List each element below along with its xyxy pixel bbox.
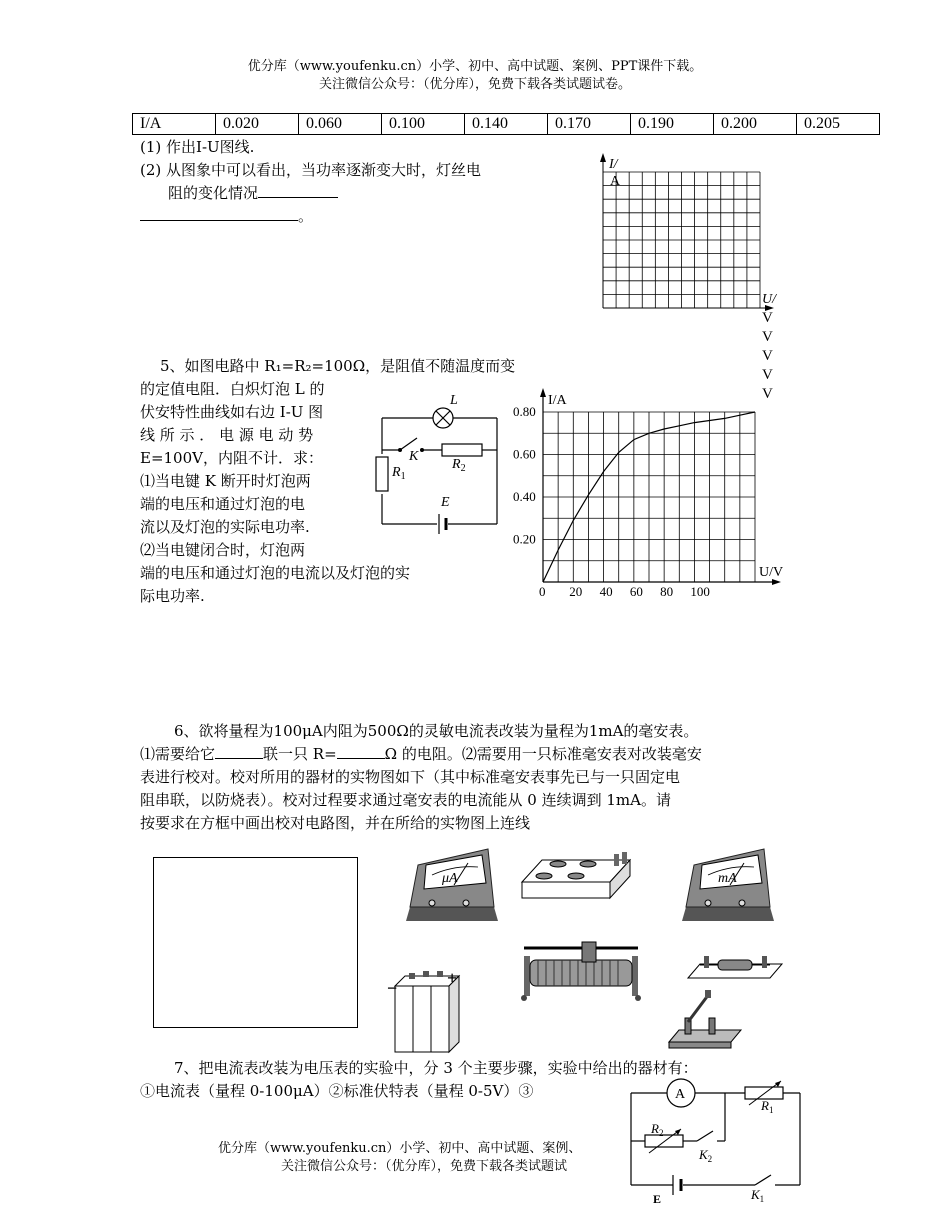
q5-line10: 端的电压和通过灯泡的电流以及灯泡的实: [140, 564, 411, 582]
switch-contact: [420, 448, 424, 452]
q4-end: 。: [298, 207, 314, 225]
v-unit: V: [762, 348, 773, 364]
q5-line9: ⑵当电键闭合时，灯泡两: [140, 541, 306, 559]
q4-part2-b: 阻的变化情况: [168, 184, 259, 202]
label-r1-sub: 1: [768, 1105, 774, 1115]
resistance-box-apparatus: [518, 850, 633, 905]
q4-part1: (1) 作出I-U图线.: [140, 138, 255, 156]
q5-line4: 线 所 示 ． 电 源 电 动 势: [140, 426, 314, 444]
v-unit: V: [762, 386, 773, 402]
battery-plus-label: +: [447, 968, 458, 988]
answer-blank: [337, 758, 385, 759]
ammeter-symbol: [667, 1079, 695, 1107]
knife-switch-apparatus: [665, 990, 745, 1050]
y-axis-arrow: [540, 388, 546, 397]
q7-line2: ①电流表（量程 0-100μA）②标准伏特表（量程 0-5V）③: [140, 1082, 534, 1100]
x-tick-label: 80: [660, 584, 674, 599]
grid-y-unit: A: [610, 174, 621, 189]
label-k1-sub: 1: [759, 1194, 765, 1204]
battery-pack-apparatus: [385, 968, 465, 1058]
y-tick-label: 0.40: [513, 489, 536, 504]
table-cell: 0.100: [382, 114, 465, 135]
y-axis-arrow: [600, 153, 606, 162]
q5-line2: 的定值电阻．白炽灯泡 L 的: [140, 380, 325, 398]
svg-text:R2: [451, 457, 466, 474]
q5-circuit-diagram: [372, 390, 512, 540]
grid-lines: [603, 156, 770, 308]
q6-line2-b: 联一只 R=: [263, 745, 337, 763]
q5-line7: 端的电压和通过灯泡的电: [140, 495, 306, 513]
table-cell: 0.140: [465, 114, 548, 135]
label-k2: K: [699, 1147, 708, 1162]
footer-line-1: 优分库（www.youfenku.cn）小学、初中、高中试题、案例、: [218, 1141, 582, 1156]
label-r1: R: [761, 1098, 769, 1113]
table-cell: 0.205: [797, 114, 880, 135]
table-cell: 0.190: [631, 114, 714, 135]
q7-line1: 7、把电流表改装为电压表的实验中，分 3 个主要步骤，实验中给出的器材有：: [174, 1059, 698, 1077]
q6-line4: 阻串联，以防烧表）。校对过程要求通过毫安表的电流能从 0 连续调到 1mA。请: [140, 791, 671, 809]
battery-symbol: [673, 1175, 681, 1195]
table-cell: 0.020: [216, 114, 299, 135]
q6-line5: 按要求在方框中画出校对电路图，并在所给的实物图上连线: [140, 814, 531, 832]
q5-line1: 5、如图电路中 R₁=R₂=100Ω，是阻值不随温度而变: [160, 357, 516, 375]
q6-line2-a: ⑴需要给它: [140, 745, 216, 763]
label-r2-sub: 2: [460, 463, 466, 474]
q5-line8: 流以及灯泡的实际电功率.: [140, 518, 310, 536]
answer-blank: [258, 197, 338, 198]
svg-text:R2: [650, 1121, 663, 1138]
v-unit: V: [762, 367, 773, 383]
table-cell: 0.060: [299, 114, 382, 135]
q5-line6: ⑴当电键 K 断开时灯泡两: [140, 472, 311, 490]
q6-line3: 表进行校对。校对所用的器材的实物图如下（其中标准毫安表事先已与一只固定电: [140, 768, 681, 786]
battery-symbol: [439, 514, 446, 534]
x-tick-label: 100: [690, 584, 710, 599]
q5-line11: 际电功率.: [140, 587, 205, 605]
label-l: L: [450, 393, 458, 408]
table-cell: 0.200: [714, 114, 797, 135]
fixed-resistor-apparatus: [686, 952, 786, 987]
answer-blank: [140, 220, 298, 221]
q5-line5: E=100V，内阻不计．求：: [140, 449, 323, 467]
y-tick-label: 0.80: [513, 404, 536, 419]
microammeter-apparatus: [402, 845, 502, 925]
q6-line2-c: Ω 的电阻。⑵需要用一只标准毫安表对改装毫安: [384, 745, 702, 763]
y-tick-label: 0.60: [513, 446, 536, 462]
current-table: [132, 113, 880, 135]
circuit-drawing-box[interactable]: [153, 857, 358, 1028]
label-r2: R: [651, 1121, 659, 1136]
iu-chart: [505, 385, 795, 605]
y-tick-label: 0.20: [513, 531, 536, 547]
grid-y-label: I/: [609, 157, 618, 172]
v-unit: V: [762, 310, 773, 326]
lamp-symbol: [433, 408, 453, 428]
header-line-2: 关注微信公众号：（优分库），免费下载各类试题试卷。: [318, 77, 631, 92]
x-tick-label: 20: [569, 584, 583, 599]
label-k2-sub: 2: [707, 1154, 713, 1164]
table-label-cell: I/A: [133, 114, 216, 135]
q7-circuit-diagram: [625, 1075, 810, 1205]
ammeter-label: A: [675, 1087, 686, 1102]
label-r1-sub: 1: [400, 471, 406, 482]
resistor-r1: [376, 457, 388, 491]
label-k: K: [409, 449, 419, 464]
variable-resistor-r2: [645, 1135, 683, 1147]
milliammeter-apparatus: [678, 845, 778, 925]
svg-text:K2: [698, 1147, 712, 1164]
x-axis-label: U/V: [759, 565, 784, 580]
resistor-r2: [442, 444, 482, 456]
label-e: E: [653, 1192, 662, 1205]
svg-text:R1: [760, 1098, 773, 1115]
label-k1: K: [751, 1187, 760, 1202]
meter2-label: mA: [718, 871, 737, 886]
q5-line3: 伏安特性曲线如右边 I-U 图: [140, 403, 324, 421]
answer-blank: [215, 758, 263, 759]
header-line-1: 优分库（www.youfenku.cn）小学、初中、高中试题、案例、PPT课件下载。: [247, 59, 703, 74]
label-r1: R: [392, 465, 401, 480]
q6-line1: 6、欲将量程为100μA内阻为500Ω的灵敏电流表改装为量程为1mA的毫安表。: [174, 722, 699, 740]
x-tick-label: 60: [629, 584, 643, 599]
y-axis-label: I/A: [548, 393, 567, 408]
table-cell: 0.170: [548, 114, 631, 135]
svg-text:K1: [750, 1187, 764, 1204]
label-r2: R: [452, 457, 461, 472]
q4-part2-a: (2) 从图象中可以看出，当功率逐渐变大时，灯丝电: [140, 161, 482, 179]
label-r2-sub: 2: [658, 1128, 664, 1138]
label-e: E: [441, 495, 450, 510]
v-unit: V: [762, 329, 773, 345]
x-tick-label: 40: [599, 584, 613, 599]
switch-contact: [398, 448, 402, 452]
battery-minus-label: −: [387, 978, 398, 998]
grid-x-label: U/: [762, 292, 776, 307]
rheostat-apparatus: [516, 938, 646, 1003]
meter1-label: μA: [442, 871, 458, 886]
svg-text:R1: [391, 465, 406, 482]
footer-line-2: 关注微信公众号：（优分库），免费下载各类试题试: [281, 1159, 568, 1174]
x-tick-label: 0: [539, 584, 546, 599]
